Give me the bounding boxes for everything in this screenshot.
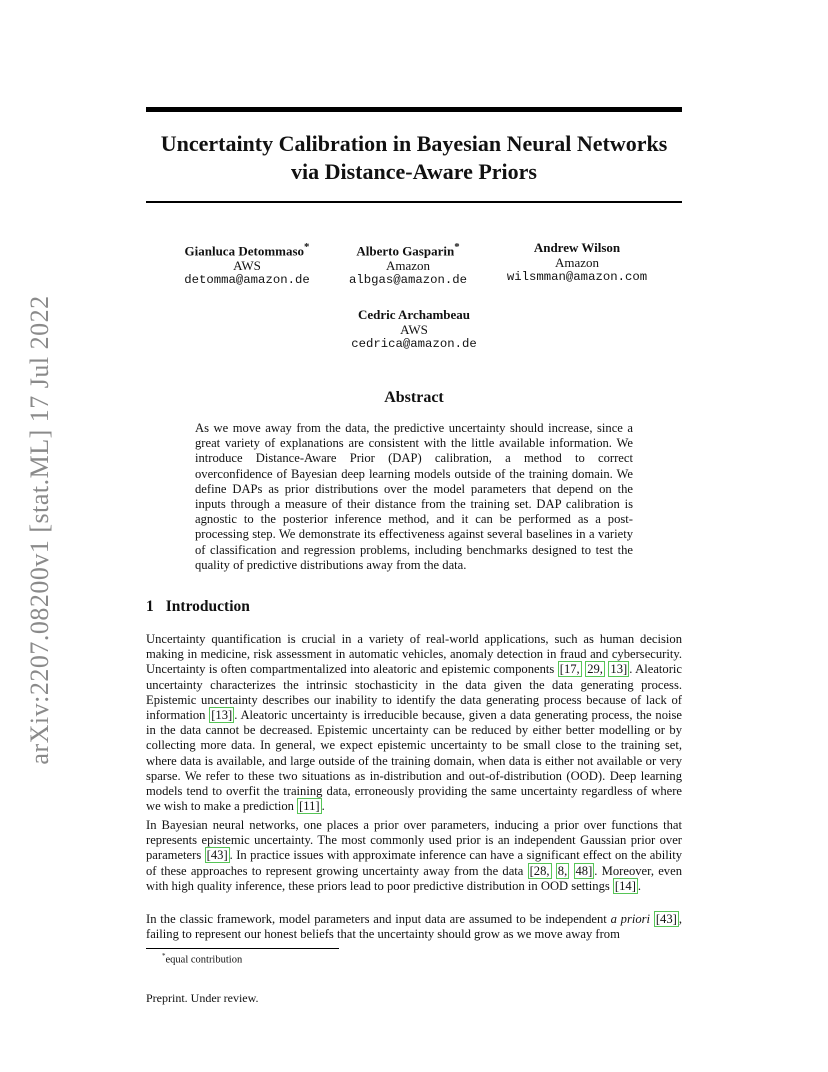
paragraph: In Bayesian neural networks, one places a prior over parameters, inducing a prior over functions that represents epistemic uncertainty. The most commonly used prior is an independent Gaussian prior over parameters [43] . In practice issues with approximate inference can have a significant effect on the ability of these approaches to represent growing uncertainty away from the data [28, 8, 48] . Moreover, even with high quality inference, these priors lead to poor predictive distribution in OOD settings [14] . [146,818,682,893]
paper-title: Uncertainty Calibration in Bayesian Neural Networks via Distance-Aware Priors [160,131,668,184]
citation-link[interactable]: 8, [557,863,568,878]
author-block: Andrew Wilson Amazon wilsmman@amazon.com [506,240,648,284]
preprint-notice: Preprint. Under review. [146,991,259,1005]
citation-link[interactable]: [14] [614,878,636,893]
title-bottom-rule [146,201,682,203]
citation-link[interactable]: [17, [559,662,580,677]
section-heading: 1 Introduction [146,598,250,615]
author-block: Gianluca Detommaso* AWS detomma@amazon.de [184,241,310,288]
paragraph: In the classic framework, model parameters and input data are assumed to be independent a priori [43] , failing to represent our honest beliefs that the uncertainty should grow as we move away from [146,912,682,942]
citation-link[interactable]: 13] [610,662,628,677]
author-block: Alberto Gasparin* Amazon albgas@amazon.de [348,241,468,288]
title-top-rule [146,107,682,112]
citation-link[interactable]: 48] [575,863,593,878]
abstract-heading: Abstract [384,389,444,406]
paragraph: Uncertainty quantification is crucial in a variety of real-world applications, such as human decision making in medicine, risk assessment in automatic vehicles, anomaly detection in fraud and cybersecurity. Uncertainty is often compartmentalized into aleatoric and epistemic components [17, 29, 13] . Aleatoric uncertainty characterizes the intrinsic stochasticity in the data given the data generating process. Epistemic uncertainty describes our inability to identify the data generating process because of lack of information [13] . Aleatoric uncertainty is irreducible because, given a data generating process, the noise in the data cannot be decreased. Epistemic uncertainty can be reduced by either better modelling or by collecting more data. In general, we expect epistemic uncertainty to be small close to the training set, where data is available, and large outside of the training domain, when data is either not available or very sparse. We refer to these two situations as in-distribution and out-of-distribution (OOD). Deep learning models tend to overfit the training data, erroneously providing the same uncertainty regardless of where we wish to make a prediction [11] . [146,632,682,814]
citation-link[interactable]: [43] [655,912,677,926]
citation-link[interactable]: [11] [299,799,320,814]
citation-link[interactable]: [13] [211,708,233,723]
citation-link[interactable]: 29, [587,662,603,677]
author-block: Cedric Archambeau AWS cedrica@amazon.de [351,307,477,351]
citation-link[interactable]: [28, [529,863,550,878]
citation-link[interactable]: [43] [206,848,228,863]
footnote: *equal contribution [162,952,243,966]
footnote-rule [146,948,339,949]
abstract-body: As we move away from the data, the predictive uncertainty should increase, since a great variety of explanations are consistent with the little available information. We introduce Distance-Aware Prior (DAP) calibration, a method to correct overconfidence of Bayesian deep learning models outside of the training domain. We define DAPs as prior distributions over the model parameters that depend on the inputs through a measure of their distance from the training set. DAP calibration is agnostic to the posterior inference method, and it can be performed as a post-processing step. We demonstrate its effectiveness against several baselines in a variety of classification and regression problems, including benchmarks designed to test the quality of predictive distributions away from the data. [195,421,633,572]
arxiv-identifier: arXiv:2207.08200v1 [stat.ML] 17 Jul 2022 [25,295,54,765]
